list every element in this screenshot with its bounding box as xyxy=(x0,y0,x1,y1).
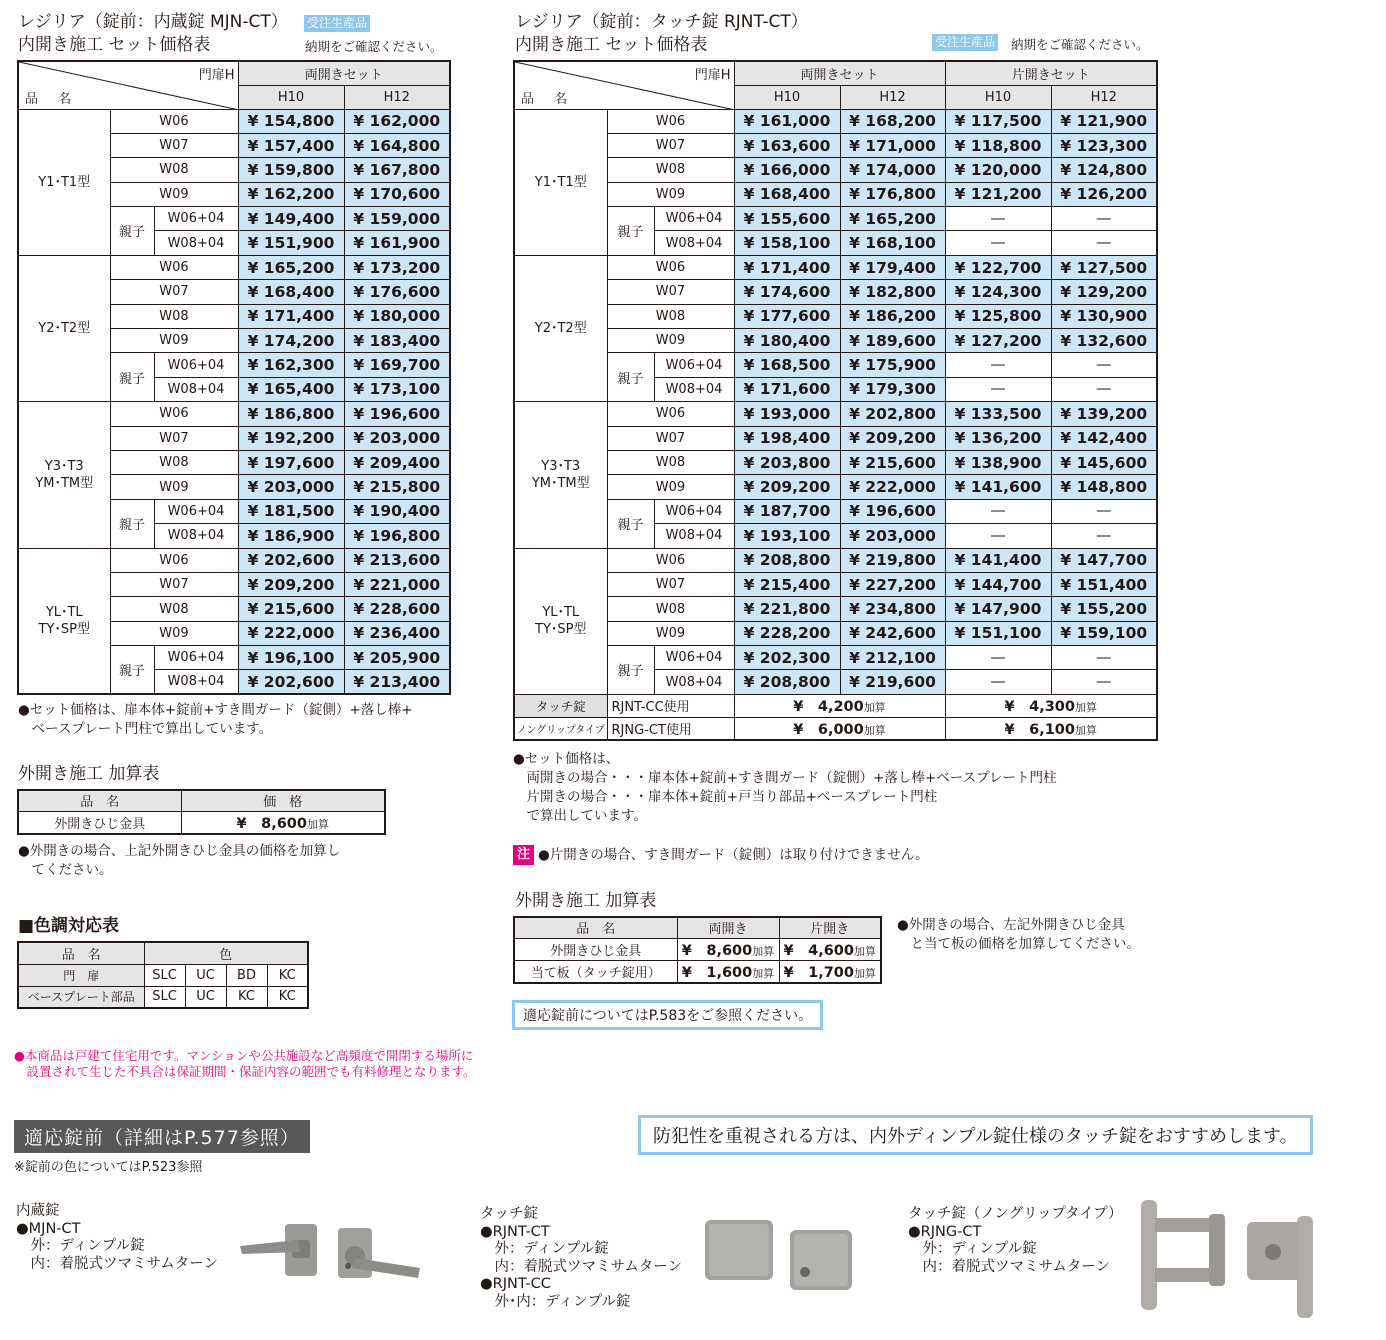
width-cell: W08+04 xyxy=(154,231,238,255)
table-row xyxy=(514,158,1157,182)
table-row xyxy=(514,960,881,983)
color-code-cell: KC xyxy=(226,986,267,1008)
width-cell: W08+04 xyxy=(654,670,734,694)
price-cell: ¥ 158,100 xyxy=(734,231,840,255)
width-cell: W08 xyxy=(110,450,238,474)
empty-cell: ― xyxy=(945,353,1051,377)
left-outward-table: 品 名 価 格 外開きひじ金具 ¥ 8,600加算 xyxy=(17,789,386,835)
right-set-note: ●セット価格は、 両開きの場合・・・扉本体+錠前+すき間ガード（錠側）+落し棒+ベースプレート門柱 片開きの場合・・・扉本体+錠前+戸当り部品+ベースプレート門柱 で算出しています。 xyxy=(513,751,1057,824)
width-cell: W08 xyxy=(110,597,238,621)
col-double-set: 両開きセット xyxy=(238,61,450,85)
price-cell: ¥ 133,500 xyxy=(945,402,1051,426)
price-cell: ¥ 196,800 xyxy=(344,524,450,548)
table-row xyxy=(514,572,1157,596)
table-row xyxy=(514,475,1157,499)
width-cell: W08+04 xyxy=(654,377,734,401)
price-cell: ¥ 167,800 xyxy=(344,158,450,182)
table-row xyxy=(514,207,1157,231)
made-to-order-badge-right: 受注生産品 xyxy=(932,34,998,51)
width-cell: W08+04 xyxy=(654,231,734,255)
price-cell: ¥ 162,200 xyxy=(238,182,344,206)
price-cell: ¥ 165,200 xyxy=(840,207,945,231)
outward-item: 当て板（タッチ錠用） xyxy=(514,960,677,983)
price-cell: ¥ 159,000 xyxy=(344,207,450,231)
price-cell: ¥ 180,400 xyxy=(734,329,840,353)
price-cell: ¥ 139,200 xyxy=(1051,402,1157,426)
outward-price: ¥ 1,600加算 xyxy=(677,960,779,983)
price-cell: ¥ 179,300 xyxy=(840,377,945,401)
price-cell: ¥ 189,600 xyxy=(840,329,945,353)
price-cell: ¥ 183,400 xyxy=(344,329,450,353)
rjng-nongrip-lock-image xyxy=(1135,1196,1325,1321)
price-cell: ¥ 173,100 xyxy=(344,377,450,401)
table-row xyxy=(514,646,1157,670)
width-cell: W07 xyxy=(607,280,734,304)
type-cell: Y2･T2型 xyxy=(18,255,110,401)
price-cell: ¥ 202,600 xyxy=(238,548,344,572)
price-cell: ¥ 130,900 xyxy=(1051,304,1157,328)
width-cell: W08 xyxy=(110,158,238,182)
outward-item: 外開きひじ金具 xyxy=(514,938,677,960)
color-code-cell: KC xyxy=(267,986,308,1008)
width-cell: W06+04 xyxy=(154,353,238,377)
price-cell: ¥ 165,400 xyxy=(238,377,344,401)
empty-cell: ― xyxy=(1051,377,1157,401)
price-cell: ¥ 154,800 xyxy=(238,109,344,133)
price-cell: ¥ 174,200 xyxy=(238,329,344,353)
price-cell: ¥ 171,400 xyxy=(734,255,840,279)
type-cell: Y3･T3 YM･TM型 xyxy=(18,402,110,548)
table-row xyxy=(514,255,1157,279)
price-cell: ¥ 162,300 xyxy=(238,353,344,377)
price-cell: ¥ 168,200 xyxy=(840,109,945,133)
width-cell: W06+04 xyxy=(654,499,734,523)
outward-price: ¥ 8,600加算 xyxy=(677,938,779,960)
left-title: レジリア（錠前：内蔵錠 MJN-CT） xyxy=(18,12,288,32)
caution-pink-note: ●本商品は戸建て住宅用です。マンションや公共施設など高頻度で開閉する場所に 設置されて生じた不具合は保証期間・保証内容の範囲でも有料修理となります。 xyxy=(14,1048,476,1079)
width-cell: W08+04 xyxy=(154,524,238,548)
empty-cell: ― xyxy=(1051,499,1157,523)
price-cell: ¥ 215,600 xyxy=(840,450,945,474)
price-cell: ¥ 181,500 xyxy=(238,499,344,523)
table-row xyxy=(18,255,450,279)
right-outward-title: 外開き施工 加算表 xyxy=(515,891,657,911)
price-cell: ¥ 171,400 xyxy=(238,304,344,328)
table-row xyxy=(18,986,308,1008)
price-cell: ¥ 132,600 xyxy=(1051,329,1157,353)
made-to-order-badge: 受注生産品 xyxy=(304,15,370,32)
oyako-cell: 親子 xyxy=(110,353,154,402)
price-cell: ¥ 179,400 xyxy=(840,255,945,279)
oyako-cell: 親子 xyxy=(110,499,154,548)
price-cell: ¥ 159,100 xyxy=(1051,621,1157,645)
oyako-cell: 親子 xyxy=(110,646,154,695)
width-cell: W06 xyxy=(607,109,734,133)
right-outward-table: 品 名 両開き 片開き 外開きひじ金具 ¥ 8,600加算 ¥ 4,600加算 当て板（タッチ錠用） ¥ 1,600加算 ¥ 1,700加算 xyxy=(513,916,882,984)
empty-cell: ― xyxy=(945,377,1051,401)
oyako-cell: 親子 xyxy=(607,646,654,695)
color-code-cell: SLC xyxy=(144,986,185,1008)
price-cell: ¥ 147,900 xyxy=(945,597,1051,621)
price-cell: ¥ 187,700 xyxy=(734,499,840,523)
width-cell: W07 xyxy=(607,572,734,596)
recommendation-box: 防犯性を重視される方は、内外ディンプル錠仕様のタッチ錠をおすすめします。 xyxy=(638,1115,1313,1155)
width-cell: W06+04 xyxy=(154,646,238,670)
right-subtitle: 内開き施工 セット価格表 xyxy=(515,35,708,55)
price-cell: ¥ 186,200 xyxy=(840,304,945,328)
right-outward-note: ●外開きの場合、左記外開きひじ金具 と当て板の価格を加算してください。 xyxy=(897,917,1140,952)
color-table-title: ■色調対応表 xyxy=(18,916,120,936)
color-code-cell: BD xyxy=(226,964,267,986)
mjn-lever-handle-image xyxy=(230,1218,430,1288)
price-cell: ¥ 228,200 xyxy=(734,621,840,645)
table-row xyxy=(514,182,1157,206)
outward-price: ¥ 1,700加算 xyxy=(779,960,881,983)
col-double-set: 両開きセット xyxy=(734,61,945,85)
width-cell: W06 xyxy=(110,548,238,572)
price-cell: ¥ 192,200 xyxy=(238,426,344,450)
table-row xyxy=(514,304,1157,328)
touch-lock-row: タッチ錠 RJNT-CC使用 ¥ 4,200加算 ¥ 4,300加算 xyxy=(514,694,1157,717)
width-cell: W07 xyxy=(110,572,238,596)
price-cell: ¥ 186,900 xyxy=(238,524,344,548)
price-cell: ¥ 117,500 xyxy=(945,109,1051,133)
outward-price: ¥ 4,600加算 xyxy=(779,938,881,960)
price-cell: ¥ 193,000 xyxy=(734,402,840,426)
price-cell: ¥ 196,600 xyxy=(840,499,945,523)
width-cell: W08+04 xyxy=(154,670,238,694)
table-row xyxy=(514,621,1157,645)
width-cell: W08 xyxy=(607,450,734,474)
table-row xyxy=(514,450,1157,474)
width-cell: W09 xyxy=(110,621,238,645)
price-cell: ¥ 157,400 xyxy=(238,133,344,157)
price-cell: ¥ 142,400 xyxy=(1051,426,1157,450)
price-cell: ¥ 168,100 xyxy=(840,231,945,255)
table-row xyxy=(514,109,1157,133)
price-cell: ¥ 193,100 xyxy=(734,524,840,548)
price-cell: ¥ 234,800 xyxy=(840,597,945,621)
table-row xyxy=(18,402,450,426)
price-cell: ¥ 161,900 xyxy=(344,231,450,255)
empty-cell: ― xyxy=(1051,670,1157,694)
price-cell: ¥ 174,000 xyxy=(840,158,945,182)
empty-cell: ― xyxy=(945,499,1051,523)
table-row xyxy=(514,499,1157,523)
price-cell: ¥ 208,800 xyxy=(734,548,840,572)
width-cell: W08 xyxy=(607,158,734,182)
price-cell: ¥ 120,000 xyxy=(945,158,1051,182)
width-cell: W06 xyxy=(110,402,238,426)
table-row xyxy=(18,964,308,986)
price-cell: ¥ 221,800 xyxy=(734,597,840,621)
table-row xyxy=(18,548,450,572)
price-cell: ¥ 149,400 xyxy=(238,207,344,231)
oyako-cell: 親子 xyxy=(607,499,654,548)
empty-cell: ― xyxy=(945,670,1051,694)
col-h12: H12 xyxy=(344,85,450,109)
width-cell: W07 xyxy=(110,133,238,157)
table-row xyxy=(514,938,881,960)
price-cell: ¥ 175,900 xyxy=(840,353,945,377)
price-cell: ¥ 161,000 xyxy=(734,109,840,133)
price-cell: ¥ 124,300 xyxy=(945,280,1051,304)
type-cell: Y2･T2型 xyxy=(514,255,607,401)
width-cell: W06+04 xyxy=(154,207,238,231)
right-price-table: 門扉H 品 名 両開きセット 片開きセット H10 H12 H10 H12 Y1･T1型 W06 ¥ 161,000 ¥ 168,200 ¥ 117,500 ¥ 121,900 W07 ¥ 163,600 ¥ 171,000 ¥ 118,800 ¥ 123,300 W08 ¥ 166,000 ¥ 174,000 ¥ 120,000 ¥ 124,800 W09 ¥ 168,400 ¥ 176,800 ¥ 121,200 ¥ 126,200 親子 W06+04 ¥ 155,600 ¥ 165,200 ― ― W08+04 ¥ 158,100 ¥ 168,100 ― ― Y2･T2型 W06 ¥ 171,400 ¥ 179,400 ¥ 122,700 ¥ 127,500 W07 ¥ 174,600 ¥ 182,800 ¥ 124,300 ¥ 129,200 W08 ¥ 177,600 ¥ 186,200 ¥ 125,800 ¥ 130,900 W09 ¥ 180,400 ¥ 189,600 ¥ 127,200 ¥ 132,600 親子 W06+04 ¥ 168,500 ¥ 175,900 ― ― W08+04 ¥ 171,600 ¥ 179,300 ― ― Y3･T3 YM･TM型 W06 ¥ 193,000 ¥ 202,800 ¥ 133,500 ¥ 139,200 W07 ¥ 198,400 ¥ 209,200 ¥ 136,200 ¥ 142,400 W08 ¥ 203,800 ¥ 215,600 ¥ 138,900 ¥ 145,600 W09 ¥ 209,200 ¥ 222,000 ¥ 141,600 ¥ 148,800 親子 W06+04 ¥ 187,700 ¥ 196,600 ― ― W08+04 ¥ 193,100 ¥ 203,000 ― ― YL･TL TY･SP型 W06 ¥ 208,800 ¥ 219,800 ¥ 141,400 ¥ 147,700 W07 ¥ 215,400 ¥ 227,200 ¥ 144,700 ¥ 151,400 W08 ¥ 221,800 ¥ 234,800 ¥ 147,900 ¥ 155,200 W09 ¥ 228,200 ¥ 242,600 ¥ 151,100 ¥ 159,100 親子 W06+04 ¥ 202,300 ¥ 212,100 ― ― W08+04 ¥ 208,800 ¥ 219,600 ― ― タッチ錠 RJNT-CC使用 ¥ 4,200加算 ¥ 4,300加算 ノングリップタイプ RJNG-CT使用 ¥ 6,000加算 ¥ 6,100加算 xyxy=(513,60,1158,741)
price-cell: ¥ 190,400 xyxy=(344,499,450,523)
width-cell: W08+04 xyxy=(654,524,734,548)
empty-cell: ― xyxy=(1051,646,1157,670)
price-cell: ¥ 203,000 xyxy=(344,426,450,450)
width-cell: W07 xyxy=(110,280,238,304)
width-cell: W09 xyxy=(110,329,238,353)
price-cell: ¥ 171,600 xyxy=(734,377,840,401)
part-name-cell: ベースプレート部品 xyxy=(18,986,144,1008)
width-cell: W06+04 xyxy=(654,646,734,670)
type-cell: Y1･T1型 xyxy=(18,109,110,255)
price-cell: ¥ 144,700 xyxy=(945,572,1051,596)
price-cell: ¥ 165,200 xyxy=(238,255,344,279)
empty-cell: ― xyxy=(1051,353,1157,377)
width-cell: W06+04 xyxy=(654,207,734,231)
oyako-cell: 親子 xyxy=(607,353,654,402)
caution-note: ●片開きの場合、すき間ガード（錠側）は取り付けできません。 xyxy=(538,847,929,863)
empty-cell: ― xyxy=(945,207,1051,231)
part-name-cell: 門 扉 xyxy=(18,964,144,986)
color-code-cell: UC xyxy=(185,986,226,1008)
price-cell: ¥ 170,600 xyxy=(344,182,450,206)
width-cell: W07 xyxy=(110,426,238,450)
price-cell: ¥ 176,600 xyxy=(344,280,450,304)
width-cell: W09 xyxy=(110,182,238,206)
rjnt-touch-lock-image xyxy=(700,1214,860,1304)
price-cell: ¥ 176,800 xyxy=(840,182,945,206)
price-cell: ¥ 141,400 xyxy=(945,548,1051,572)
left-confirm-note: 納期をご確認ください。 xyxy=(305,39,443,54)
price-cell: ¥ 155,600 xyxy=(734,207,840,231)
width-cell: W06 xyxy=(110,109,238,133)
price-cell: ¥ 177,600 xyxy=(734,304,840,328)
price-cell: ¥ 118,800 xyxy=(945,133,1051,157)
empty-cell: ― xyxy=(1051,231,1157,255)
width-cell: W06+04 xyxy=(154,499,238,523)
empty-cell: ― xyxy=(1051,524,1157,548)
price-cell: ¥ 202,300 xyxy=(734,646,840,670)
reference-box: 適応錠前についてはP.583をご参照ください。 xyxy=(512,1000,823,1030)
price-cell: ¥ 227,200 xyxy=(840,572,945,596)
left-set-note: ●セット価格は、扉本体+錠前+すき間ガード（錠側）+落し棒+ ベースプレート門柱で算出しています。 xyxy=(18,702,413,737)
color-code-cell: UC xyxy=(185,964,226,986)
price-cell: ¥ 215,400 xyxy=(734,572,840,596)
price-cell: ¥ 151,100 xyxy=(945,621,1051,645)
price-cell: ¥ 196,100 xyxy=(238,646,344,670)
price-cell: ¥ 127,200 xyxy=(945,329,1051,353)
lock-rjnt: タッチ錠 ●RJNT-CT 外：ディンプル錠 内：着脱式ツマミサムターン ●RJNT-CC 外･内：ディンプル錠 xyxy=(480,1206,682,1310)
price-cell: ¥ 155,200 xyxy=(1051,597,1157,621)
price-cell: ¥ 168,500 xyxy=(734,353,840,377)
price-cell: ¥ 163,600 xyxy=(734,133,840,157)
price-cell: ¥ 202,800 xyxy=(840,402,945,426)
price-cell: ¥ 203,000 xyxy=(238,475,344,499)
price-cell: ¥ 221,000 xyxy=(344,572,450,596)
table-row xyxy=(514,548,1157,572)
col-single-set: 片開きセット xyxy=(945,61,1157,85)
width-cell: W08 xyxy=(607,304,734,328)
width-cell: W06 xyxy=(110,255,238,279)
price-cell: ¥ 196,600 xyxy=(344,402,450,426)
price-cell: ¥ 236,400 xyxy=(344,621,450,645)
type-cell: Y3･T3 YM･TM型 xyxy=(514,402,607,548)
table-corner-header: 門扉H 品 名 xyxy=(514,61,734,109)
price-cell: ¥ 212,100 xyxy=(840,646,945,670)
price-cell: ¥ 203,800 xyxy=(734,450,840,474)
left-outward-title: 外開き施工 加算表 xyxy=(18,764,160,784)
width-cell: W08+04 xyxy=(154,377,238,401)
price-cell: ¥ 213,600 xyxy=(344,548,450,572)
price-cell: ¥ 121,900 xyxy=(1051,109,1157,133)
price-cell: ¥ 123,300 xyxy=(1051,133,1157,157)
nongrip-row: ノングリップタイプ RJNG-CT使用 ¥ 6,000加算 ¥ 6,100加算 xyxy=(514,717,1157,740)
price-cell: ¥ 209,200 xyxy=(734,475,840,499)
width-cell: W06 xyxy=(607,548,734,572)
price-cell: ¥ 168,400 xyxy=(734,182,840,206)
outward-item: 外開きひじ金具 xyxy=(18,811,181,834)
price-cell: ¥ 138,900 xyxy=(945,450,1051,474)
table-row xyxy=(514,353,1157,377)
price-cell: ¥ 173,200 xyxy=(344,255,450,279)
price-cell: ¥ 222,000 xyxy=(238,621,344,645)
type-cell: YL･TL TY･SP型 xyxy=(514,548,607,694)
price-cell: ¥ 147,700 xyxy=(1051,548,1157,572)
width-cell: W09 xyxy=(607,329,734,353)
price-cell: ¥ 228,600 xyxy=(344,597,450,621)
lock-color-note: ※錠前の色についてはP.523参照 xyxy=(14,1160,203,1175)
table-corner-header: 門扉H 品 名 xyxy=(18,61,238,109)
empty-cell: ― xyxy=(945,231,1051,255)
width-cell: W09 xyxy=(607,621,734,645)
price-cell: ¥ 209,200 xyxy=(238,572,344,596)
lock-rjng: タッチ錠（ノングリップタイプ） ●RJNG-CT 外：ディンプル錠 内：着脱式ツマミサムターン xyxy=(908,1206,1123,1275)
price-cell: ¥ 124,800 xyxy=(1051,158,1157,182)
price-cell: ¥ 203,000 xyxy=(840,524,945,548)
width-cell: W09 xyxy=(607,182,734,206)
price-cell: ¥ 208,800 xyxy=(734,670,840,694)
price-cell: ¥ 145,600 xyxy=(1051,450,1157,474)
table-row xyxy=(514,329,1157,353)
price-cell: ¥ 151,400 xyxy=(1051,572,1157,596)
color-code-cell: SLC xyxy=(144,964,185,986)
right-title: レジリア（錠前：タッチ錠 RJNT-CT） xyxy=(515,12,808,32)
left-subtitle: 内開き施工 セット価格表 xyxy=(18,35,211,55)
price-cell: ¥ 198,400 xyxy=(734,426,840,450)
width-cell: W09 xyxy=(110,475,238,499)
price-cell: ¥ 171,000 xyxy=(840,133,945,157)
width-cell: W06+04 xyxy=(654,353,734,377)
price-cell: ¥ 148,800 xyxy=(1051,475,1157,499)
price-cell: ¥ 215,600 xyxy=(238,597,344,621)
price-cell: ¥ 219,800 xyxy=(840,548,945,572)
width-cell: W06 xyxy=(607,255,734,279)
price-cell: ¥ 219,600 xyxy=(840,670,945,694)
price-cell: ¥ 122,700 xyxy=(945,255,1051,279)
width-cell: W07 xyxy=(607,426,734,450)
right-confirm-note: 納期をご確認ください。 xyxy=(1011,37,1149,52)
price-cell: ¥ 151,900 xyxy=(238,231,344,255)
price-cell: ¥ 169,700 xyxy=(344,353,450,377)
color-code-cell: KC xyxy=(267,964,308,986)
price-cell: ¥ 202,600 xyxy=(238,670,344,694)
table-row xyxy=(514,280,1157,304)
price-cell: ¥ 215,800 xyxy=(344,475,450,499)
price-cell: ¥ 166,000 xyxy=(734,158,840,182)
type-cell: YL･TL TY･SP型 xyxy=(18,548,110,694)
price-cell: ¥ 129,200 xyxy=(1051,280,1157,304)
price-cell: ¥ 242,600 xyxy=(840,621,945,645)
compatible-locks-heading: 適応錠前（詳細はP.577参照） xyxy=(14,1120,310,1153)
price-cell: ¥ 209,200 xyxy=(840,426,945,450)
empty-cell: ― xyxy=(1051,207,1157,231)
price-cell: ¥ 180,000 xyxy=(344,304,450,328)
price-cell: ¥ 126,200 xyxy=(1051,182,1157,206)
width-cell: W08 xyxy=(110,304,238,328)
width-cell: W08 xyxy=(607,597,734,621)
col-h10: H10 xyxy=(238,85,344,109)
oyako-cell: 親子 xyxy=(607,207,654,256)
oyako-cell: 親子 xyxy=(110,207,154,256)
table-row xyxy=(514,133,1157,157)
price-cell: ¥ 164,800 xyxy=(344,133,450,157)
empty-cell: ― xyxy=(945,646,1051,670)
width-cell: W09 xyxy=(607,475,734,499)
price-cell: ¥ 182,800 xyxy=(840,280,945,304)
table-row xyxy=(514,402,1157,426)
type-cell: Y1･T1型 xyxy=(514,109,607,255)
price-cell: ¥ 186,800 xyxy=(238,402,344,426)
price-cell: ¥ 197,600 xyxy=(238,450,344,474)
table-row xyxy=(514,597,1157,621)
width-cell: W06 xyxy=(607,402,734,426)
table-row xyxy=(18,109,450,133)
table-row xyxy=(514,426,1157,450)
price-cell: ¥ 222,000 xyxy=(840,475,945,499)
price-cell: ¥ 159,800 xyxy=(238,158,344,182)
left-price-table xyxy=(17,60,451,695)
left-outward-note: ●外開きの場合、上記外開きひじ金具の価格を加算し てください。 xyxy=(18,843,341,878)
price-cell: ¥ 162,000 xyxy=(344,109,450,133)
color-table: 品 名 色 門 扉 SLC UC BD KC ベースプレート部品 SLC UC KC KC xyxy=(17,941,309,1009)
price-cell: ¥ 213,400 xyxy=(344,670,450,694)
price-cell: ¥ 127,500 xyxy=(1051,255,1157,279)
price-cell: ¥ 209,400 xyxy=(344,450,450,474)
empty-cell: ― xyxy=(945,524,1051,548)
price-cell: ¥ 205,900 xyxy=(344,646,450,670)
price-cell: ¥ 121,200 xyxy=(945,182,1051,206)
price-cell: ¥ 125,800 xyxy=(945,304,1051,328)
lock-mjn: 内蔵錠 ●MJN-CT 外：ディンプル錠 内：着脱式ツマミサムターン xyxy=(16,1203,218,1272)
price-cell: ¥ 168,400 xyxy=(238,280,344,304)
price-cell: ¥ 141,600 xyxy=(945,475,1051,499)
price-cell: ¥ 174,600 xyxy=(734,280,840,304)
price-cell: ¥ 136,200 xyxy=(945,426,1051,450)
width-cell: W07 xyxy=(607,133,734,157)
caution-mark: 注 xyxy=(513,845,534,865)
